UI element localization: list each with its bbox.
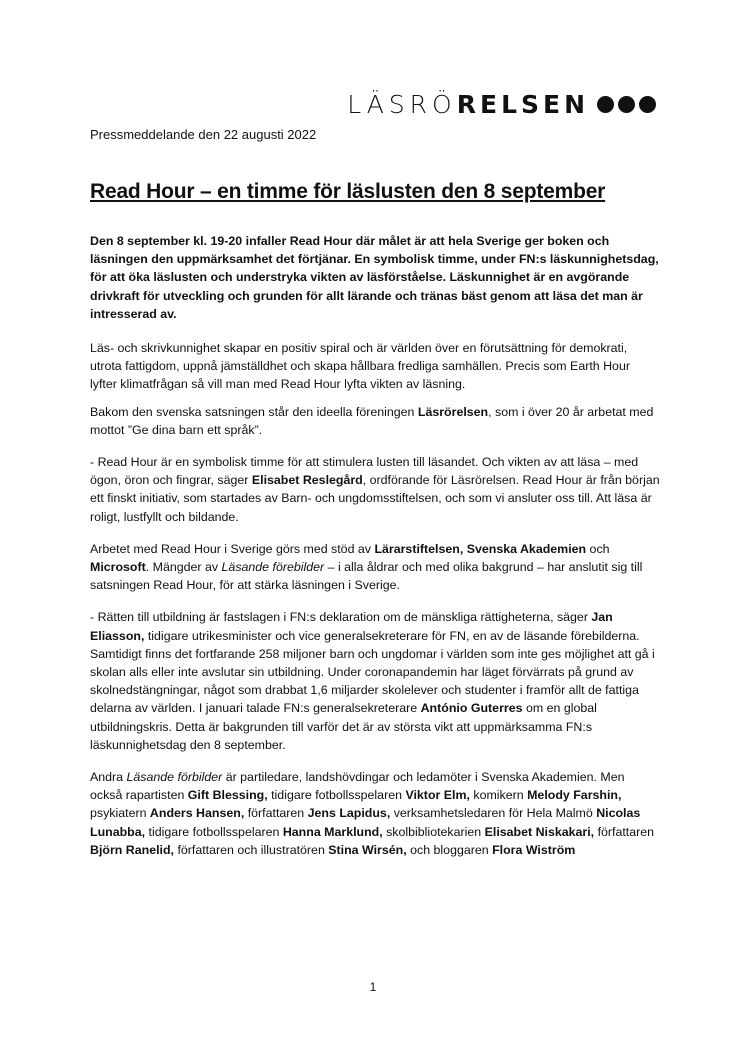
paragraph-5: - Rätten till utbildning är fastslagen i FN:s deklaration om de mänskliga rättigheterna, säger Jan Eliasson, tidigare utrikesminister och vice generalsekreterare för FN, en av de läsande förebilderna. Samtidigt finns det fortfarande 258 miljoner barn och ungdomar i världen som inte ges möjlighet att gå i skolan alls eller inte avslutar sin utbildning. Under coronapandemin har läget förvärrats på grund av skolnedstängningar, något som drabbat 1,6 miljarder skolelever och studenter i framför allt de fattiga delarna av världen. I januari talade FN:s generalsekreterare António Guterres om en global utbildningskris. Detta är bakgrunden till varför det är av största vikt att uppmärksamma FN:s läskunnighetsdag den 8 september. xyxy=(90,610,655,752)
logo-text-bold: RELSEN xyxy=(456,90,589,119)
paragraph-6: Andra Läsande förbilder är partiledare, landshövdingar och ledamöter i Svenska Akademien. Men också rapartisten Gift Blessing, tidigare fotbollsspelaren Viktor Elm, komikern Melody Farshin, psykiatern Anders Hansen, författaren Jens Lapidus, verksamhetsledaren för Hela Malmö Nicolas Lunabba, tidigare fotbollsspelaren Hanna Marklund, skolbibliotekarien Elisabet Niskakari, författaren Björn Ranelid, författaren och illustratören Stina Wirsén, och bloggaren Flora Wiström xyxy=(90,770,655,857)
body-text xyxy=(90,232,660,859)
logo xyxy=(347,90,656,119)
logo-dots-icon xyxy=(593,96,656,113)
page-number: 1 xyxy=(369,980,377,994)
paragraph-1: Läs- och skrivkunnighet skapar en positiv spiral och är världen över en förutsättning för demokrati, utrota fattigdom, uppnå jämställdhet och skapa hållbara fredliga samhällen. Precis som Earth Hour lyfter klimatfrågan så vill man med Read Hour lyfta vikten av läsning. xyxy=(90,341,630,392)
lead-paragraph: Den 8 september kl. 19-20 infaller Read Hour där målet är att hela Sverige ger boken och läsningen den uppmärksamhet det förtjänar. En symbolisk timme, under FN:s läskunnighetsdag, för att öka läslusten och understryka vikten av läsförståelse. Läskunnighet är en avgörande drivkraft för utveckling och grunden för allt lärande och tränas bäst genom att läsa det man är intresserad av. xyxy=(90,234,659,321)
logo-text-light: LÄSRÖ xyxy=(347,90,457,119)
headline: Read Hour – en timme för läslusten den 8 september xyxy=(90,180,606,203)
press-release-date: Pressmeddelande den 22 augusti 2022 xyxy=(90,127,317,142)
paragraph-3: - Read Hour är en symbolisk timme för att stimulera lusten till läsandet. Och vikten av att läsa – med ögon, öron och fingrar, säger Elisabet Reslegård, ordförande för Läsrörelsen. Read Hour är från början ett finskt initiativ, som startades av Barn- och ungdomsstiftelsen, och som vi ansluter oss till. Att läsa är roligt, lustfyllt och bildande. xyxy=(90,455,660,524)
paragraph-2: Bakom den svenska satsningen står den ideella föreningen Läsrörelsen, som i över 20 år arbetat med mottot ”Ge dina barn ett språk”. xyxy=(90,404,654,437)
paragraph-4: Arbetet med Read Hour i Sverige görs med stöd av Lärarstiftelsen, Svenska Akademien och Microsoft. Mängder av Läsande förebilder – i alla åldrar och med olika bakgrund – har anslutit sig till satsningen Read Hour, för att stärka läsningen i Sverige. xyxy=(90,541,643,593)
